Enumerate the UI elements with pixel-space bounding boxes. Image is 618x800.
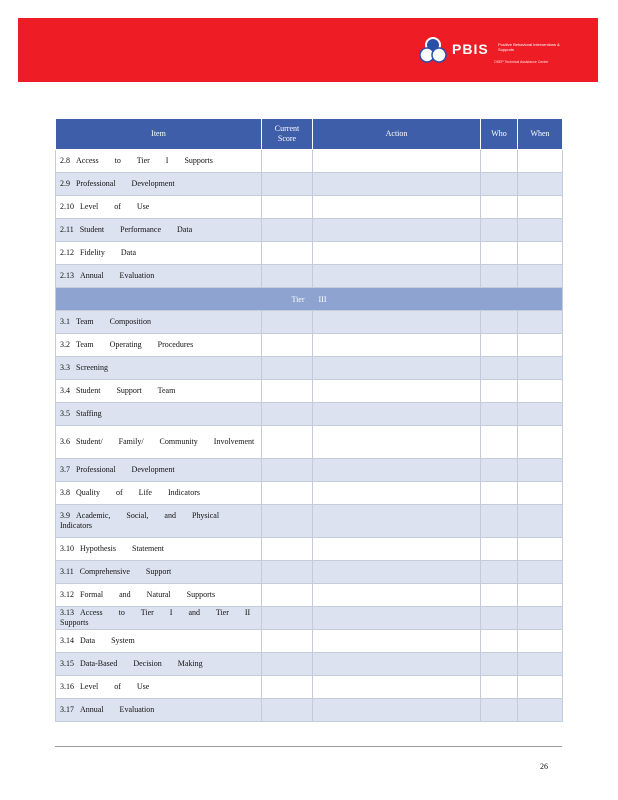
item-cell [56,334,262,357]
item-number: 2.12 [60,248,74,257]
action-cell[interactable] [313,173,481,196]
action-cell[interactable] [313,459,481,482]
pbis-logo-icon [418,36,448,66]
action-cell[interactable] [313,219,481,242]
tier3-heading-body [56,288,563,311]
item-label: Screening [76,363,108,372]
column-header-action: Action [313,119,481,150]
who-cell[interactable] [481,630,518,653]
item-label: Academic, Social, and Physical Indicators [60,511,220,530]
tier3-heading-row [56,288,563,311]
when-cell[interactable] [518,505,563,538]
current-score-cell[interactable] [262,505,313,538]
logo-wordmark: PBIS [452,41,489,57]
who-cell[interactable] [481,538,518,561]
who-cell[interactable] [481,607,518,630]
page-number: 26 [540,762,548,771]
item-number: 2.11 [60,225,74,234]
when-cell[interactable] [518,584,563,607]
action-cell[interactable] [313,653,481,676]
who-cell[interactable] [481,357,518,380]
item-number: 3.13 [60,608,74,617]
table-row [56,311,563,334]
who-cell[interactable] [481,676,518,699]
who-cell[interactable] [481,242,518,265]
current-score-cell[interactable] [262,357,313,380]
action-cell[interactable] [313,242,481,265]
logo-tagline: OSEP Technical Assistance Center [494,60,549,64]
when-cell[interactable] [518,173,563,196]
item-label: Professional Development [76,179,175,188]
item-label: Data System [80,636,135,645]
who-cell[interactable] [481,505,518,538]
item-cell [56,676,262,699]
action-cell[interactable] [313,426,481,459]
column-header-when: When [518,119,563,150]
item-label: Data-Based Decision Making [80,659,203,668]
item-label: Comprehensive Support [79,567,172,576]
action-cell[interactable] [313,607,481,630]
item-number: 3.12 [60,590,74,599]
table-row [56,173,563,196]
item-cell [56,311,262,334]
current-score-cell[interactable] [262,561,313,584]
when-cell[interactable] [518,630,563,653]
when-cell[interactable] [518,334,563,357]
table-row [56,538,563,561]
table-row [56,380,563,403]
action-cell[interactable] [313,403,481,426]
current-score-cell[interactable] [262,584,313,607]
when-cell[interactable] [518,380,563,403]
action-cell[interactable] [313,482,481,505]
item-cell [56,403,262,426]
item-label: Fidelity Data [80,248,136,257]
current-score-cell[interactable] [262,538,313,561]
item-cell [56,357,262,380]
current-score-cell[interactable] [262,653,313,676]
who-cell[interactable] [481,380,518,403]
action-cell[interactable] [313,311,481,334]
item-number: 3.15 [60,659,74,668]
item-cell [56,242,262,265]
item-label: Quality of Life Indicators [76,488,200,497]
current-score-cell[interactable] [262,150,313,173]
pbis-logo [418,36,568,70]
table-row [56,459,563,482]
item-number: 3.1 [60,317,70,326]
when-cell[interactable] [518,653,563,676]
who-cell[interactable] [481,173,518,196]
item-label: Hypothesis Statement [80,544,164,553]
item-number: 3.5 [60,409,70,418]
current-score-cell[interactable] [262,426,313,459]
item-number: 3.14 [60,636,74,645]
item-label: Access to Tier I Supports [76,156,213,165]
item-label: Student Support Team [76,386,176,395]
when-cell[interactable] [518,219,563,242]
when-cell[interactable] [518,699,563,722]
when-cell[interactable] [518,242,563,265]
action-plan-table [55,118,563,722]
item-cell [56,426,262,459]
when-cell[interactable] [518,482,563,505]
current-score-cell[interactable] [262,219,313,242]
current-score-cell[interactable] [262,334,313,357]
table-row [56,426,563,459]
item-number: 3.2 [60,340,70,349]
table-row [56,482,563,505]
item-number: 3.7 [60,465,70,474]
item-label: Staffing [76,409,102,418]
item-label: Student Performance Data [79,225,193,234]
item-cell [56,196,262,219]
current-score-cell[interactable] [262,380,313,403]
table-row [56,219,563,242]
who-cell[interactable] [481,482,518,505]
when-cell[interactable] [518,426,563,459]
current-score-cell[interactable] [262,699,313,722]
table-row [56,403,563,426]
action-cell[interactable] [313,505,481,538]
action-cell[interactable] [313,699,481,722]
current-score-cell[interactable] [262,630,313,653]
current-score-cell[interactable] [262,403,313,426]
table-row [56,676,563,699]
item-label: Annual Evaluation [80,271,155,280]
action-cell[interactable] [313,150,481,173]
item-number: 2.10 [60,202,74,211]
current-score-cell[interactable] [262,676,313,699]
item-cell [56,584,262,607]
current-score-cell[interactable] [262,311,313,334]
when-cell[interactable] [518,607,563,630]
item-cell [56,173,262,196]
tier3-heading: Tier III [56,288,563,311]
item-label: Access to Tier I and Tier II Supports [60,608,251,627]
item-label: Team Composition [76,317,151,326]
item-number: 3.10 [60,544,74,553]
item-cell [56,459,262,482]
item-cell [56,380,262,403]
column-header-who: Who [481,119,518,150]
when-cell[interactable] [518,676,563,699]
table-row [56,357,563,380]
table-row [56,699,563,722]
who-cell[interactable] [481,426,518,459]
item-label: Level of Use [80,682,150,691]
action-cell[interactable] [313,265,481,288]
table-row [56,584,563,607]
action-cell[interactable] [313,334,481,357]
item-number: 3.3 [60,363,70,372]
when-cell[interactable] [518,265,563,288]
action-cell[interactable] [313,196,481,219]
who-cell[interactable] [481,699,518,722]
table-row [56,150,563,173]
table-row [56,561,563,584]
tier3-rows [56,311,563,722]
who-cell[interactable] [481,196,518,219]
item-number: 3.9 [60,511,70,520]
when-cell[interactable] [518,311,563,334]
item-cell [56,150,262,173]
current-score-cell[interactable] [262,196,313,219]
when-cell[interactable] [518,357,563,380]
who-cell[interactable] [481,459,518,482]
item-label: Annual Evaluation [80,705,155,714]
item-number: 3.6 [60,437,70,446]
who-cell[interactable] [481,311,518,334]
when-cell[interactable] [518,561,563,584]
item-label: Professional Development [76,465,175,474]
current-score-cell[interactable] [262,482,313,505]
item-cell [56,653,262,676]
table-header-row [56,119,563,150]
item-number: 2.9 [60,179,70,188]
action-cell[interactable] [313,538,481,561]
current-score-cell[interactable] [262,242,313,265]
who-cell[interactable] [481,265,518,288]
who-cell[interactable] [481,219,518,242]
item-cell [56,561,262,584]
who-cell[interactable] [481,334,518,357]
item-cell [56,538,262,561]
action-cell[interactable] [313,584,481,607]
logo-subtitle: Positive Behavioral Interventions & Supports [498,42,560,52]
table-row [56,505,563,538]
who-cell[interactable] [481,653,518,676]
action-cell[interactable] [313,676,481,699]
item-cell [56,482,262,505]
item-label: Formal and Natural Supports [80,590,216,599]
item-number: 3.16 [60,682,74,691]
when-cell[interactable] [518,403,563,426]
table-row [56,265,563,288]
tier2-rows [56,150,563,288]
item-label: Student/ Family/ Community Involvement [76,437,255,446]
table-row [56,242,563,265]
item-cell [56,265,262,288]
table-row [56,607,563,630]
item-cell [56,630,262,653]
action-cell[interactable] [313,357,481,380]
action-cell[interactable] [313,380,481,403]
when-cell[interactable] [518,538,563,561]
item-cell [56,505,262,538]
table-row [56,630,563,653]
table-row [56,653,563,676]
who-cell[interactable] [481,584,518,607]
item-cell [56,219,262,242]
when-cell[interactable] [518,196,563,219]
item-label: Team Operating Procedures [76,340,194,349]
current-score-cell[interactable] [262,607,313,630]
item-number: 2.8 [60,156,70,165]
who-cell[interactable] [481,150,518,173]
current-score-cell[interactable] [262,459,313,482]
footer-divider [55,746,562,747]
table-row [56,334,563,357]
item-label: Level of Use [80,202,150,211]
item-number: 2.13 [60,271,74,280]
column-header-current-score: Current Score [262,119,313,150]
when-cell[interactable] [518,459,563,482]
item-number: 3.17 [60,705,74,714]
action-cell[interactable] [313,561,481,584]
table-row [56,196,563,219]
who-cell[interactable] [481,561,518,584]
who-cell[interactable] [481,403,518,426]
column-header-item: Item [56,119,262,150]
item-cell [56,607,262,630]
item-number: 3.4 [60,386,70,395]
current-score-cell[interactable] [262,173,313,196]
action-cell[interactable] [313,630,481,653]
item-cell [56,699,262,722]
when-cell[interactable] [518,150,563,173]
item-number: 3.11 [60,567,74,576]
current-score-cell[interactable] [262,265,313,288]
item-number: 3.8 [60,488,70,497]
